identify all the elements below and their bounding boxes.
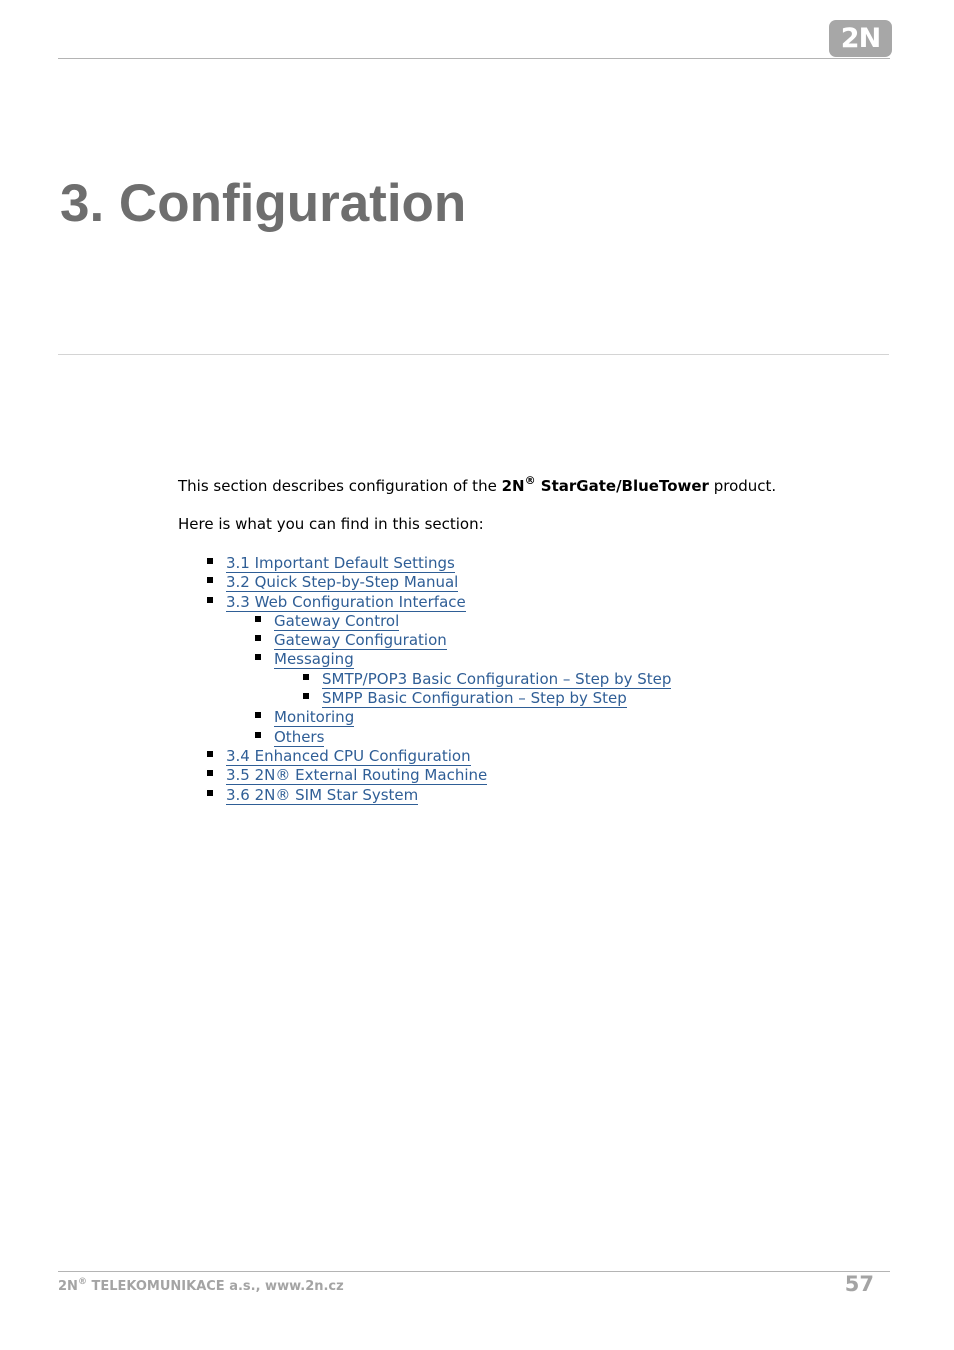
toc-link[interactable]: Messaging bbox=[274, 650, 354, 669]
header-divider bbox=[58, 58, 890, 59]
section-toc bbox=[178, 553, 671, 804]
toc-item bbox=[178, 649, 671, 668]
toc-item bbox=[178, 669, 671, 688]
toc-item bbox=[178, 727, 671, 746]
intro-brand-name: 2N bbox=[501, 477, 525, 495]
toc-link[interactable]: Gateway Control bbox=[274, 611, 400, 630]
page-number: 57 bbox=[844, 1272, 874, 1296]
toc-link[interactable]: 3.3 Web Configuration Interface bbox=[226, 592, 466, 611]
toc-item bbox=[178, 553, 671, 572]
toc-link[interactable]: 3.2 Quick Step-by-Step Manual bbox=[226, 573, 459, 592]
toc-link[interactable]: Others bbox=[274, 727, 325, 746]
2n-logo: 2N bbox=[829, 20, 892, 57]
toc-item bbox=[178, 765, 671, 784]
toc-link[interactable]: Monitoring bbox=[274, 708, 355, 727]
intro-brand bbox=[501, 474, 709, 495]
toc-link[interactable]: SMTP/POP3 Basic Configuration – Step by Step bbox=[322, 669, 672, 688]
section-lead: Here is what you can find in this section: bbox=[178, 515, 484, 533]
footer-divider bbox=[58, 1271, 890, 1272]
toc-link[interactable]: 3.6 2N® SIM Star System bbox=[226, 785, 419, 804]
toc-item bbox=[178, 630, 671, 649]
intro-paragraph bbox=[178, 474, 777, 495]
title-divider bbox=[58, 354, 889, 355]
intro-text-before: This section describes configuration of the bbox=[178, 477, 502, 495]
toc-link[interactable]: Gateway Configuration bbox=[274, 631, 447, 650]
toc-item bbox=[178, 572, 671, 591]
footer-registered-mark: ® bbox=[77, 1277, 87, 1287]
intro-product-name: StarGate/BlueTower bbox=[535, 477, 709, 495]
toc-item bbox=[178, 785, 671, 804]
intro-text-after: product. bbox=[708, 477, 777, 495]
footer-company-text: TELEKOMUNIKACE a.s., www.2n.cz bbox=[86, 1279, 344, 1294]
toc-link[interactable]: 3.5 2N® External Routing Machine bbox=[226, 766, 488, 785]
toc-link[interactable]: 3.4 Enhanced CPU Configuration bbox=[226, 746, 471, 765]
toc-link[interactable]: SMPP Basic Configuration – Step by Step bbox=[322, 689, 627, 708]
footer-brand: 2N bbox=[58, 1279, 78, 1294]
toc-item bbox=[178, 707, 671, 726]
chapter-title: 3. Configuration bbox=[60, 174, 467, 233]
intro-registered-mark: ® bbox=[524, 474, 536, 487]
toc-item bbox=[178, 611, 671, 630]
toc-item bbox=[178, 688, 671, 707]
toc-link[interactable]: 3.1 Important Default Settings bbox=[226, 554, 455, 572]
toc-item bbox=[178, 746, 671, 765]
toc-item bbox=[178, 592, 671, 611]
footer-company bbox=[58, 1279, 344, 1294]
